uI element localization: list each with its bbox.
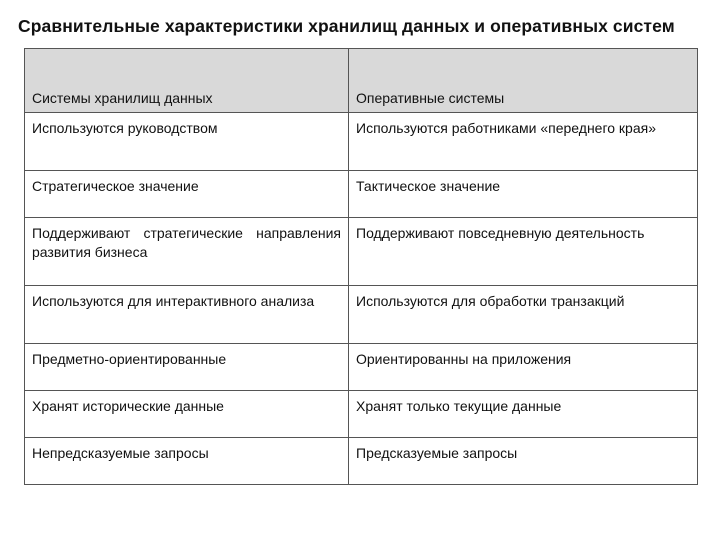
cell-warehouse: Используются для интерактивного анализа [25,286,349,344]
cell-operational: Ориентированны на приложения [349,344,698,391]
cell-operational: Используются работниками «переднего края» [349,113,698,171]
cell-warehouse: Используются руководством [25,113,349,171]
table-header-row [25,49,698,113]
slide-title: Сравнительные характеристики хранилищ данных и оперативных систем [18,16,675,36]
cell-warehouse: Предметно-ориентированные [25,344,349,391]
cell-warehouse: Стратегическое значение [25,171,349,218]
table-row [25,113,698,171]
table-row [25,438,698,485]
comparison-table [24,48,698,485]
table-row [25,218,698,286]
header-data-warehouse: Системы хранилищ данных [25,49,349,113]
table-row [25,286,698,344]
header-operational-systems: Оперативные системы [349,49,698,113]
table-row [25,391,698,438]
cell-operational: Хранят только текущие данные [349,391,698,438]
cell-operational: Используются для обработки транзакций [349,286,698,344]
cell-operational: Поддерживают повседневную деятельность [349,218,698,286]
cell-warehouse: Хранят исторические данные [25,391,349,438]
cell-operational: Предсказуемые запросы [349,438,698,485]
cell-warehouse: Поддерживают стратегические направления развития бизнеса [25,218,349,286]
cell-warehouse: Непредсказуемые запросы [25,438,349,485]
cell-operational: Тактическое значение [349,171,698,218]
table-row [25,171,698,218]
table-row [25,344,698,391]
